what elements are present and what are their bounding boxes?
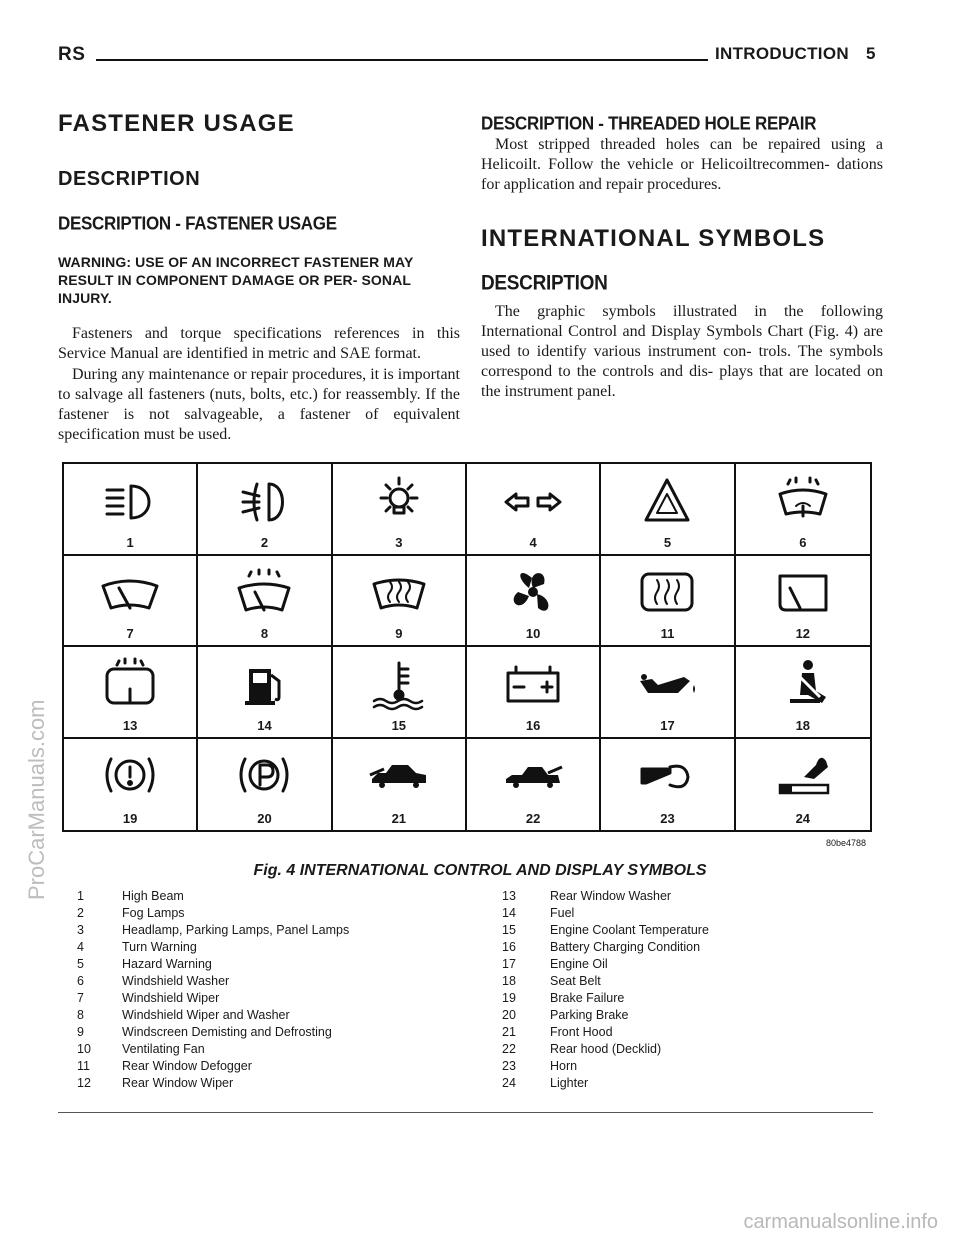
- paragraph-helicoil: Most stripped threaded holes can be repaired using a Helicoilt. Follow the vehicle or Helicoiltrecommen- dations for application and repair procedures.: [481, 136, 883, 193]
- legend-number: 7: [77, 991, 84, 1005]
- legend-label: Fog Lamps: [122, 906, 185, 920]
- symbol-cell: [736, 647, 870, 739]
- symbol-cell: [64, 739, 198, 831]
- legend-row: [490, 1007, 709, 1024]
- figure-caption: Fig. 4 INTERNATIONAL CONTROL AND DISPLAY SYMBOLS: [253, 862, 707, 879]
- symbol-number: 7: [126, 626, 134, 641]
- header-section-code: RS: [58, 44, 86, 65]
- legend-left-column: [62, 888, 349, 1092]
- symbol-number: 13: [122, 717, 138, 733]
- legend-number: 22: [502, 1042, 516, 1056]
- heading-international-symbols: INTERNATIONAL SYMBOLS: [481, 225, 826, 252]
- symbol-number: 16: [525, 717, 541, 733]
- symbol-cell: [467, 556, 601, 648]
- symbols-grid: [64, 464, 870, 830]
- symbol-number: 24: [795, 811, 811, 826]
- symbol-number: 18: [795, 717, 811, 733]
- legend-number: 9: [77, 1025, 84, 1039]
- legend-row: [490, 1058, 709, 1075]
- legend-label: Brake Failure: [550, 991, 625, 1005]
- legend-number: 24: [502, 1076, 516, 1090]
- legend-label: Windshield Washer: [122, 974, 230, 988]
- symbol-cell: [601, 556, 735, 648]
- rear-window-wiper-icon: [766, 562, 840, 622]
- legend-number: 16: [502, 940, 516, 954]
- symbol-number: 1: [126, 534, 134, 550]
- engine-oil-icon: [630, 653, 704, 713]
- fuel-icon: [227, 653, 301, 713]
- symbol-cell: [601, 464, 735, 556]
- parking-brake-icon: [227, 745, 301, 805]
- legend-number: 2: [77, 906, 84, 920]
- symbol-number: 20: [257, 811, 272, 826]
- legend-row: [490, 1041, 709, 1058]
- symbol-number: 4: [529, 534, 537, 550]
- legend-row: [62, 1041, 349, 1058]
- symbol-cell: [333, 556, 467, 648]
- warning-text: WARNING: USE OF AN INCORRECT FASTENER MAY RESULT IN COMPONENT DAMAGE OR PER- SONAL INJURY.: [58, 254, 414, 306]
- legend-number: 13: [502, 889, 516, 903]
- symbol-number: 10: [525, 626, 541, 641]
- symbol-cell: [601, 739, 735, 831]
- legend-row: [62, 973, 349, 990]
- legend-number: 17: [502, 957, 516, 971]
- brake-failure-icon: [93, 745, 167, 805]
- bottom-rule: [58, 1112, 873, 1113]
- symbol-cell: [198, 464, 332, 556]
- symbol-cell: [601, 647, 735, 739]
- symbol-cell: [333, 647, 467, 739]
- symbol-cell: [333, 464, 467, 556]
- legend-label: Rear Window Washer: [550, 889, 672, 903]
- symbol-cell: [64, 556, 198, 648]
- heading-description-fastener-usage: DESCRIPTION - FASTENER USAGE: [58, 213, 337, 234]
- legend-number: 23: [502, 1059, 516, 1073]
- symbol-cell: [736, 556, 870, 648]
- windscreen-defrost-icon: [362, 562, 436, 622]
- legend-number: 4: [77, 940, 84, 954]
- legend-row: [62, 1007, 349, 1024]
- legend-label: High Beam: [122, 889, 184, 903]
- page-number: 5: [866, 44, 876, 63]
- legend-number: 21: [502, 1025, 516, 1039]
- symbol-cell: [198, 739, 332, 831]
- legend-row: [490, 990, 709, 1007]
- lighter-icon: [766, 745, 840, 805]
- seat-belt-icon: [766, 653, 840, 713]
- symbol-number: 12: [795, 626, 811, 641]
- legend-row: [62, 1024, 349, 1041]
- legend-label: Lighter: [550, 1076, 589, 1090]
- battery-icon: [496, 653, 570, 713]
- legend-label: Battery Charging Condition: [550, 940, 701, 954]
- wiper-washer-icon: [227, 562, 301, 622]
- symbol-number: 6: [799, 534, 807, 550]
- symbol-cell: [333, 739, 467, 831]
- symbol-cell: [467, 464, 601, 556]
- legend-row: [490, 973, 709, 990]
- symbol-cell: [736, 739, 870, 831]
- symbol-number: 23: [660, 811, 675, 826]
- legend-row: [62, 922, 349, 939]
- legend-row: [490, 922, 709, 939]
- figure-code: 80be4788: [826, 838, 867, 848]
- windshield-washer-icon: [766, 470, 840, 530]
- ventilating-fan-icon: [496, 562, 570, 622]
- legend-row: [62, 990, 349, 1007]
- legend-number: 14: [502, 906, 516, 920]
- legend-label: Windshield Wiper and Washer: [122, 1008, 290, 1022]
- legend-row: [62, 888, 349, 905]
- legend-number: 18: [502, 974, 516, 988]
- legend-label: Horn: [550, 1059, 578, 1073]
- legend-row: [490, 888, 709, 905]
- legend-label: Parking Brake: [550, 1008, 629, 1022]
- legend-label: Headlamp, Parking Lamps, Panel Lamps: [122, 923, 350, 937]
- symbols-figure: [62, 462, 872, 832]
- symbol-number: 22: [525, 811, 541, 826]
- legend-row: [62, 956, 349, 973]
- front-hood-icon: [362, 745, 436, 805]
- legend-number: 1: [77, 889, 84, 903]
- heading-description: DESCRIPTION: [58, 168, 201, 190]
- footer-watermark: carmanualsonline.info: [743, 1211, 938, 1233]
- symbol-number: 5: [663, 534, 672, 550]
- rear-hood-icon: [496, 745, 570, 805]
- legend-label: Engine Oil: [550, 957, 608, 971]
- heading-threaded-hole-repair: DESCRIPTION - THREADED HOLE REPAIR: [481, 113, 817, 134]
- legend-row: [62, 905, 349, 922]
- legend-label: Seat Belt: [550, 974, 601, 988]
- legend-label: Ventilating Fan: [122, 1042, 205, 1056]
- hazard-warning-icon: [630, 470, 704, 530]
- rear-window-washer-icon: [93, 653, 167, 713]
- legend-row: [490, 939, 709, 956]
- symbol-number: 9: [395, 626, 403, 641]
- symbol-number: 8: [260, 626, 269, 641]
- legend-label: Engine Coolant Temperature: [550, 923, 709, 937]
- legend-label: Windscreen Demisting and Defrosting: [122, 1025, 332, 1039]
- header-chapter-title: INTRODUCTION: [715, 44, 849, 63]
- side-watermark: ProCarManuals.com: [24, 699, 49, 900]
- legend-label: Rear Window Wiper: [122, 1076, 234, 1090]
- left-column: [58, 110, 460, 445]
- legend-row: [62, 1075, 349, 1092]
- symbol-number: 17: [660, 717, 675, 733]
- symbol-number: 14: [257, 717, 272, 733]
- horn-icon: [630, 745, 704, 805]
- paragraph-fastener-specs: Fasteners and torque specifications references in this Service Manual are identified in metric and SAE format.: [58, 325, 460, 362]
- legend-number: 11: [77, 1059, 90, 1073]
- coolant-temperature-icon: [362, 653, 436, 713]
- symbol-cell: [64, 464, 198, 556]
- legend-number: 15: [502, 923, 516, 937]
- symbol-number: 2: [260, 534, 269, 550]
- heading-fastener-usage: FASTENER USAGE: [58, 110, 295, 137]
- legend-label: Turn Warning: [122, 940, 197, 954]
- fog-lamps-icon: [227, 470, 301, 530]
- legend-row: [490, 1075, 709, 1092]
- symbol-cell: [198, 556, 332, 648]
- symbol-cell: [64, 647, 198, 739]
- legend-number: 10: [77, 1042, 91, 1056]
- symbol-number: 11: [660, 626, 675, 641]
- symbol-number: 15: [391, 717, 407, 733]
- symbol-cell: [467, 647, 601, 739]
- legend-label: Windshield Wiper: [122, 991, 220, 1005]
- legend-number: 5: [77, 957, 84, 971]
- legend-row: [62, 1058, 349, 1075]
- headlamp-icon: [362, 470, 436, 530]
- legend-label: Hazard Warning: [122, 957, 212, 971]
- legend-label: Rear hood (Decklid): [550, 1042, 662, 1056]
- header-rule: [96, 59, 708, 61]
- legend-number: 19: [502, 991, 516, 1005]
- symbol-number: 3: [395, 534, 403, 550]
- legend-right-column: [490, 888, 709, 1092]
- legend-number: 3: [77, 923, 84, 937]
- heading-description-symbols: DESCRIPTION: [481, 272, 608, 296]
- right-column: [481, 113, 883, 402]
- legend-number: 20: [502, 1008, 516, 1022]
- windshield-wiper-icon: [93, 562, 167, 622]
- legend-label: Fuel: [550, 906, 575, 920]
- legend-number: 12: [77, 1076, 91, 1090]
- legend-row: [62, 939, 349, 956]
- legend-label: Front Hood: [550, 1025, 613, 1039]
- symbol-number: 19: [122, 811, 138, 826]
- rear-window-defogger-icon: [630, 562, 704, 622]
- paragraph-salvage-fasteners: During any maintenance or repair procedures, it is important to salvage all fasteners (nuts, bolts, etc.) for reassembly. If the fastener is not salvageable, a fastener of equivalent specification must be used.: [58, 366, 460, 443]
- symbol-cell: [736, 464, 870, 556]
- legend-row: [490, 956, 709, 973]
- symbol-cell: [467, 739, 601, 831]
- legend-number: 6: [77, 974, 84, 988]
- high-beam-icon: [93, 470, 167, 530]
- paragraph-symbols-chart: The graphic symbols illustrated in the following International Control and Display Symbols Chart (Fig. 4) are used to identify various instrument con- trols. The symbols correspond to the controls and dis- plays that are located on the instrument panel.: [481, 303, 883, 400]
- legend-row: [490, 1024, 709, 1041]
- legend-row: [490, 905, 709, 922]
- turn-warning-icon: [496, 470, 570, 530]
- legend-label: Rear Window Defogger: [122, 1059, 252, 1073]
- legend-number: 8: [77, 1008, 84, 1022]
- symbol-cell: [198, 647, 332, 739]
- symbol-number: 21: [391, 811, 407, 826]
